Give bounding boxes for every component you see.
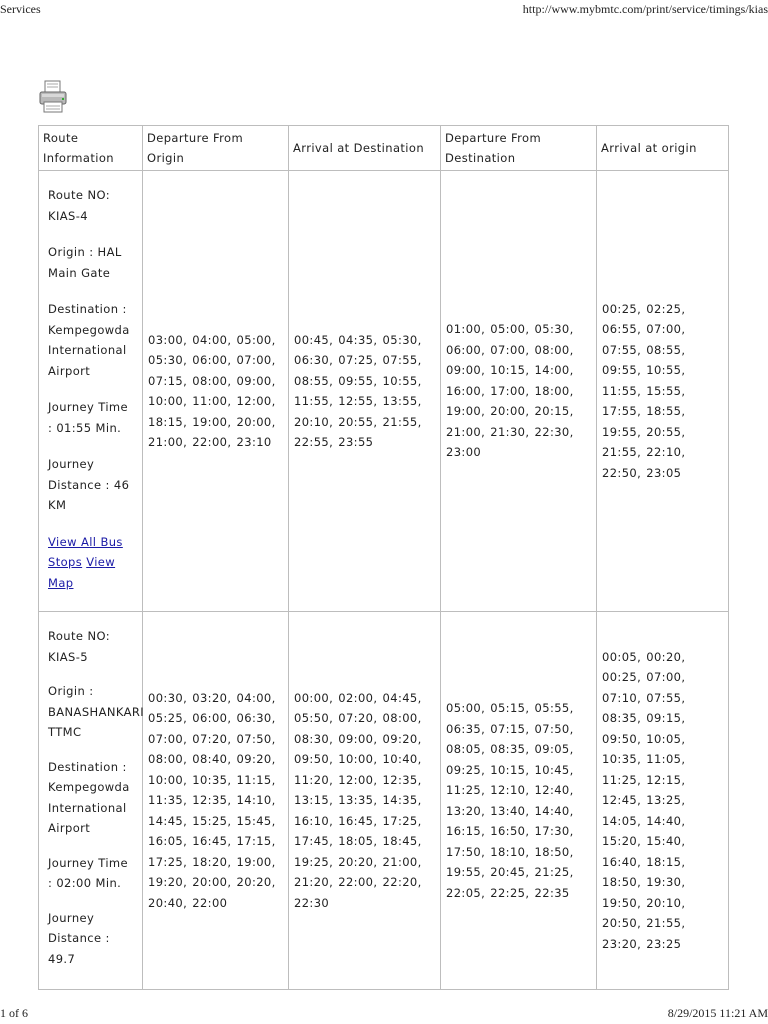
- table-header-row: [39, 126, 729, 171]
- departure-origin-times: 00:30, 03:20, 04:00, 05:25, 06:00, 06:30, 07:00, 07:20, 07:50, 08:00, 08:40, 09:20, 10:00, 10:35, 11:15, 11:35, 12:35, 14:10, 14:45, 15:25, 15:45, 16:05, 16:45, 17:15, 17:25, 18:20, 19:00, 19:20, 20:00, 20:20, 20:40, 22:00: [143, 612, 289, 990]
- route-number: Route NO: KIAS-4: [48, 188, 110, 223]
- header-route-information: Route Information: [39, 126, 143, 171]
- route-origin: Origin : HAL Main Gate: [48, 245, 122, 280]
- arrival-origin-times: 00:25, 02:25, 06:55, 07:00, 07:55, 08:55, 09:55, 10:55, 11:55, 15:55, 17:55, 18:55, 19:55, 20:55, 21:55, 22:10, 22:50, 23:05: [597, 171, 729, 612]
- page-footer-page-count: 1 of 6: [0, 1006, 28, 1020]
- table-row: [39, 171, 729, 612]
- route-journey-distance: Journey Distance : 49.7: [48, 910, 110, 966]
- route-journey-time: Journey Time : 01:55 Min.: [48, 400, 129, 435]
- route-destination: Destination : Kempegowda International Airport: [48, 302, 130, 378]
- table-row: [39, 612, 729, 990]
- view-map-link[interactable]: View Map: [48, 555, 116, 590]
- page-header-url: http://www.mybmtc.com/print/service/timings/kias: [522, 2, 768, 16]
- route-links: [48, 532, 133, 594]
- arrival-destination-times: 00:45, 04:35, 05:30, 06:30, 07:25, 07:55, 08:55, 09:55, 10:55, 11:55, 12:55, 13:55, 20:10, 20:55, 21:55, 22:55, 23:55: [289, 171, 441, 612]
- page-header-title: Services: [0, 2, 41, 16]
- departure-destination-times: 05:00, 05:15, 05:55, 06:35, 07:15, 07:50, 08:05, 08:35, 09:05, 09:25, 10:15, 10:45, 11:25, 12:10, 12:40, 13:20, 13:40, 14:40, 16:15, 16:50, 17:30, 17:50, 18:10, 18:50, 19:55, 20:45, 21:25, 22:05, 22:25, 22:35: [441, 612, 597, 990]
- route-origin: Origin : BANASHANKARI TTMC: [48, 684, 145, 739]
- route-info-cell: [39, 171, 143, 612]
- arrival-destination-times: 00:00, 02:00, 04:45, 05:50, 07:20, 08:00, 08:30, 09:00, 09:20, 09:50, 10:00, 10:40, 11:20, 12:00, 12:35, 13:15, 13:35, 14:35, 16:10, 16:45, 17:25, 17:45, 18:05, 18:45, 19:25, 20:20, 21:00, 21:20, 22:00, 22:20, 22:30: [289, 612, 441, 990]
- route-info-cell: [39, 612, 143, 990]
- header-arrival-at-origin: Arrival at origin: [597, 126, 729, 171]
- route-number: Route NO: KIAS-5: [48, 629, 110, 664]
- departure-destination-times: 01:00, 05:00, 05:30, 06:00, 07:00, 08:00, 09:00, 10:15, 14:00, 16:00, 17:00, 18:00, 19:00, 20:00, 20:15, 21:00, 21:30, 22:30, 23:00: [441, 171, 597, 612]
- departure-origin-times: 03:00, 04:00, 05:00, 05:30, 06:00, 07:00, 07:15, 08:00, 09:00, 10:00, 11:00, 12:00, 18:15, 19:00, 20:00, 21:00, 22:00, 23:10: [143, 171, 289, 612]
- route-journey-time: Journey Time : 02:00 Min.: [48, 855, 129, 890]
- route-journey-distance: Journey Distance : 46 KM: [48, 457, 130, 512]
- header-departure-from-origin: Departure From Origin: [143, 126, 289, 171]
- view-all-bus-stops-link[interactable]: View All Bus Stops: [48, 534, 123, 569]
- route-destination: Destination : Kempegowda International Airport: [48, 759, 130, 835]
- printer-icon[interactable]: [38, 80, 68, 114]
- page-footer-timestamp: 8/29/2015 11:21 AM: [667, 1006, 768, 1020]
- bus-timings-table: [38, 125, 729, 990]
- header-departure-from-destination: Departure From Destination: [441, 126, 597, 171]
- header-arrival-at-destination: Arrival at Destination: [289, 126, 441, 171]
- arrival-origin-times: 00:05, 00:20, 00:25, 07:00, 07:10, 07:55, 08:35, 09:15, 09:50, 10:05, 10:35, 11:05, 11:25, 12:15, 12:45, 13:25, 14:05, 14:40, 15:20, 15:40, 16:40, 18:15, 18:50, 19:30, 19:50, 20:10, 20:50, 21:55, 23:20, 23:25: [597, 612, 729, 990]
